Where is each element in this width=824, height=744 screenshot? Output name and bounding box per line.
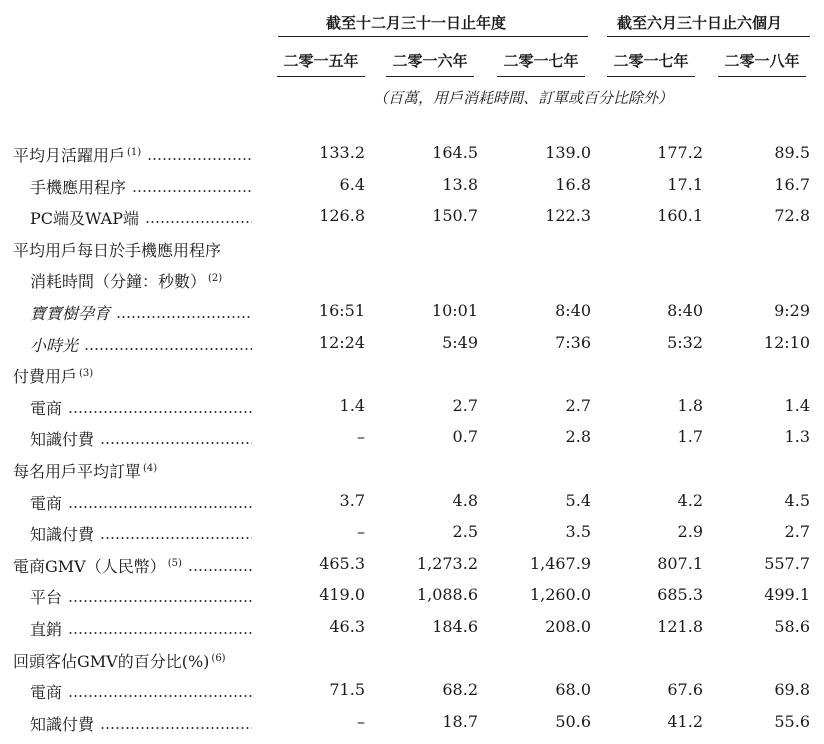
year-rule xyxy=(386,76,474,77)
table-cell: 18.7 xyxy=(442,712,478,731)
table-row xyxy=(0,137,824,169)
table-cell: 121.8 xyxy=(657,617,703,636)
dot-leader xyxy=(100,522,252,540)
row-label-text: 電商 xyxy=(30,683,63,702)
table-row xyxy=(0,674,824,706)
row-label xyxy=(30,491,62,514)
dot-leader xyxy=(145,206,252,224)
table-cell: 16.7 xyxy=(774,175,810,194)
footnote-marker: (4) xyxy=(143,463,158,474)
year-header-2017: 二零一七年 xyxy=(503,52,579,70)
table-cell: 16:51 xyxy=(318,301,365,320)
dot-leader xyxy=(100,427,252,445)
row-label xyxy=(30,712,94,735)
table-cell: 150.7 xyxy=(432,206,478,225)
table-cell: 126.8 xyxy=(319,206,365,225)
table-row xyxy=(0,485,824,517)
row-label-text: 知識付費 xyxy=(30,525,95,544)
table-row xyxy=(0,232,824,264)
table-cell: 419.0 xyxy=(319,585,365,604)
table-cell: 160.1 xyxy=(657,206,703,225)
table-row xyxy=(0,421,824,453)
table-cell: 13.8 xyxy=(442,175,478,194)
row-label-text: 平均月活躍用戶 xyxy=(13,146,126,165)
row-label-text: PC端及WAP端 xyxy=(30,209,139,228)
table-cell: 8:40 xyxy=(667,301,703,320)
table-cell: 3.5 xyxy=(565,522,591,541)
table-cell: 164.5 xyxy=(432,143,478,162)
table-cell: 5.4 xyxy=(565,491,591,510)
dot-leader xyxy=(100,712,252,730)
row-label-text: 知識付費 xyxy=(30,715,95,734)
table-cell: 2.8 xyxy=(565,427,591,446)
row-label xyxy=(30,427,94,450)
table-cell: 9:29 xyxy=(774,301,810,320)
table-cell: 68.2 xyxy=(442,680,478,699)
table-cell: 807.1 xyxy=(657,554,703,573)
row-label xyxy=(30,301,110,324)
group-rule-half xyxy=(607,36,810,37)
row-label xyxy=(13,238,221,261)
table-cell: 3.7 xyxy=(339,491,365,510)
dot-leader xyxy=(147,143,252,161)
table-cell: – xyxy=(357,712,365,731)
row-label-text: 寶寶樹孕育 xyxy=(30,304,111,323)
table-cell: 2.7 xyxy=(452,396,478,415)
table-cell: 4.2 xyxy=(677,491,703,510)
table-cell: 17.1 xyxy=(667,175,703,194)
footnote-marker: (1) xyxy=(127,147,142,158)
row-label-text: 電商 xyxy=(30,494,63,513)
dot-leader xyxy=(68,396,252,414)
table-cell: 1.8 xyxy=(677,396,703,415)
table-cell: 72.8 xyxy=(774,206,810,225)
row-label xyxy=(30,175,126,198)
table-cell: 46.3 xyxy=(329,617,365,636)
table-cell: 208.0 xyxy=(545,617,591,636)
table-cell: – xyxy=(357,427,365,446)
table-cell: 16.8 xyxy=(555,175,591,194)
table-cell: 12:10 xyxy=(763,333,810,352)
table-cell: 1.7 xyxy=(677,427,703,446)
dot-leader xyxy=(68,491,252,509)
table-row xyxy=(0,516,824,548)
row-label-text: 付費用戶 xyxy=(13,367,78,386)
row-label-text: 平均用戶每日於手機應用程序 xyxy=(13,241,222,260)
row-label xyxy=(13,459,157,482)
table-cell: 4.8 xyxy=(452,491,478,510)
table-cell: 557.7 xyxy=(764,554,810,573)
row-label xyxy=(30,522,94,545)
table-cell: 122.3 xyxy=(545,206,591,225)
group-rule-year xyxy=(278,36,588,37)
row-label-text: 小時光 xyxy=(30,336,79,355)
row-label xyxy=(13,143,141,166)
table-cell: 12:24 xyxy=(318,333,365,352)
dot-leader xyxy=(84,333,252,351)
table-row xyxy=(0,611,824,643)
table-cell: 55.6 xyxy=(774,712,810,731)
table-row xyxy=(0,200,824,232)
row-label-text: 平台 xyxy=(30,588,63,607)
table-cell: 6.4 xyxy=(339,175,365,194)
row-label-text: 電商 xyxy=(30,399,63,418)
table-cell: 2.9 xyxy=(677,522,703,541)
table-cell: 1.4 xyxy=(784,396,810,415)
table-cell: 89.5 xyxy=(774,143,810,162)
dot-leader xyxy=(68,617,252,635)
table-cell: 69.8 xyxy=(774,680,810,699)
row-label xyxy=(30,269,222,292)
table-row xyxy=(0,327,824,359)
row-label-text: 知識付費 xyxy=(30,430,95,449)
footnote-marker: (6) xyxy=(211,653,226,664)
table-row xyxy=(0,390,824,422)
year-header-2017-h1: 二零一七年 xyxy=(613,52,689,70)
table-cell: 68.0 xyxy=(555,680,591,699)
year-rule xyxy=(277,76,365,77)
table-cell: 1.3 xyxy=(784,427,810,446)
year-rule xyxy=(607,76,695,77)
row-label xyxy=(30,333,78,356)
table-cell: 58.6 xyxy=(774,617,810,636)
units-note: （百萬，用戶消耗時間、訂單或百分比除外） xyxy=(373,89,674,107)
table-cell: 5:49 xyxy=(442,333,478,352)
row-label xyxy=(30,585,62,608)
table-row xyxy=(0,706,824,738)
table-cell: 1.4 xyxy=(339,396,365,415)
year-rule xyxy=(718,76,806,77)
row-label-text: 每名用戶平均訂單 xyxy=(13,462,142,481)
table-cell: 7:36 xyxy=(555,333,591,352)
group-title-year-ended: 截至十二月三十一日止年度 xyxy=(326,14,507,32)
dot-leader xyxy=(188,554,252,572)
footnote-marker: (3) xyxy=(79,368,94,379)
table-cell: 685.3 xyxy=(657,585,703,604)
year-header-2018-h1: 二零一八年 xyxy=(724,52,800,70)
year-header-2015: 二零一五年 xyxy=(283,52,359,70)
row-label-text: 回頭客佔GMV的百分比(%) xyxy=(13,652,210,671)
table-row xyxy=(0,263,824,295)
row-label xyxy=(13,554,182,577)
table-cell: 2.7 xyxy=(784,522,810,541)
table-row xyxy=(0,579,824,611)
year-rule xyxy=(497,76,585,77)
table-cell: 184.6 xyxy=(432,617,478,636)
dot-leader xyxy=(68,585,252,603)
footnote-marker: (2) xyxy=(208,273,223,284)
table-cell: 67.6 xyxy=(667,680,703,699)
table-cell: – xyxy=(357,522,365,541)
table-cell: 10:01 xyxy=(431,301,478,320)
row-label-text: 手機應用程序 xyxy=(30,178,127,197)
row-label-text: 消耗時間（分鐘：秒數） xyxy=(30,272,207,291)
table-row xyxy=(0,169,824,201)
dot-leader xyxy=(116,301,252,319)
table-row xyxy=(0,295,824,327)
table-row xyxy=(0,358,824,390)
table-cell: 1,467.9 xyxy=(529,554,591,573)
table-cell: 0.7 xyxy=(452,427,478,446)
table-cell: 50.6 xyxy=(555,712,591,731)
row-label-text: 直銷 xyxy=(30,620,63,639)
row-label xyxy=(30,617,62,640)
table-cell: 71.5 xyxy=(329,680,365,699)
row-label-text: 電商GMV（人民幣） xyxy=(13,557,166,576)
table-cell: 1,088.6 xyxy=(416,585,478,604)
row-label xyxy=(13,649,226,672)
table-cell: 139.0 xyxy=(545,143,591,162)
dot-leader xyxy=(132,175,252,193)
group-title-six-months: 截至六月三十日止六個月 xyxy=(617,14,783,32)
table-row xyxy=(0,643,824,675)
dot-leader xyxy=(68,680,252,698)
table-cell: 133.2 xyxy=(319,143,365,162)
footnote-marker: (5) xyxy=(167,558,182,569)
table-cell: 1,260.0 xyxy=(529,585,591,604)
table-cell: 8:40 xyxy=(555,301,591,320)
table-row xyxy=(0,548,824,580)
table-cell: 5:32 xyxy=(667,333,703,352)
table-cell: 2.5 xyxy=(452,522,478,541)
table-cell: 41.2 xyxy=(667,712,703,731)
table-cell: 4.5 xyxy=(784,491,810,510)
table-row xyxy=(0,453,824,485)
row-label xyxy=(13,364,93,387)
table-cell: 465.3 xyxy=(319,554,365,573)
row-label xyxy=(30,680,62,703)
table-cell: 2.7 xyxy=(565,396,591,415)
table-cell: 499.1 xyxy=(764,585,810,604)
table-cell: 177.2 xyxy=(657,143,703,162)
table-cell: 1,273.2 xyxy=(416,554,478,573)
year-header-2016: 二零一六年 xyxy=(392,52,468,70)
row-label xyxy=(30,206,139,229)
row-label xyxy=(30,396,62,419)
